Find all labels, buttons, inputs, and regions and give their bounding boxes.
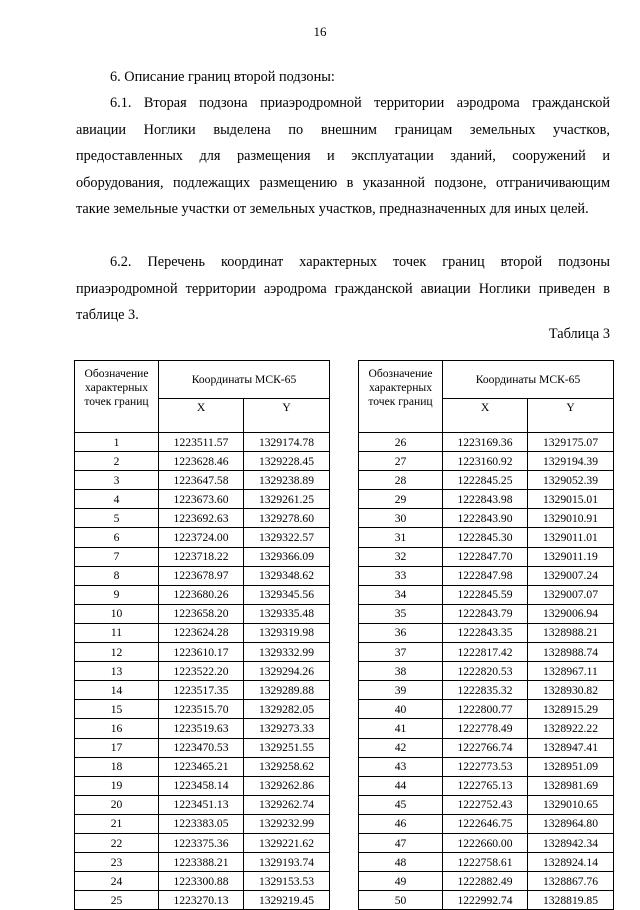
table-row [359,833,614,852]
point-number-cell: 33 [359,566,443,585]
y-coordinate-cell: 1329332.99 [244,643,330,662]
table-row [359,585,614,604]
point-number-cell: 42 [359,738,443,757]
coordinates-group-header: Координаты МСК-65 [159,361,330,399]
x-coordinate-cell: 1223169.36 [443,433,528,452]
y-coordinate-cell: 1329015.01 [528,490,614,509]
point-number-cell: 32 [359,547,443,566]
y-coordinate-cell: 1328988.74 [528,643,614,662]
y-coordinate-cell: 1329322.57 [244,528,330,547]
y-coordinate-cell: 1328867.76 [528,872,614,891]
y-coordinate-cell: 1328981.69 [528,776,614,795]
x-coordinate-cell: 1222773.53 [443,757,528,776]
y-coordinate-cell: 1329251.55 [244,738,330,757]
point-number-cell: 4 [75,490,159,509]
point-number-cell: 29 [359,490,443,509]
table-row [359,719,614,738]
table-row [359,814,614,833]
y-coordinate-cell: 1329261.25 [244,490,330,509]
point-number-cell: 31 [359,528,443,547]
point-number-cell: 46 [359,814,443,833]
table-row [359,662,614,681]
table-row [75,700,330,719]
x-coordinate-cell: 1222843.35 [443,623,528,642]
point-number-cell: 19 [75,776,159,795]
y-coordinate-cell: 1329007.24 [528,566,614,585]
y-coordinate-cell: 1329219.45 [244,891,330,910]
y-coordinate-cell: 1328988.21 [528,623,614,642]
point-number-cell: 25 [75,891,159,910]
y-coordinate-cell: 1329238.89 [244,471,330,490]
x-coordinate-cell: 1223658.20 [159,604,244,623]
point-number-cell: 21 [75,814,159,833]
x-coordinate-cell: 1222847.70 [443,547,528,566]
x-coordinate-cell: 1222843.79 [443,604,528,623]
x-coordinate-cell: 1223673.60 [159,490,244,509]
x-coordinate-cell: 1223300.88 [159,872,244,891]
x-coordinate-cell: 1222758.61 [443,853,528,872]
y-column-header: Y [528,399,614,433]
point-number-cell: 2 [75,452,159,471]
x-coordinate-cell: 1222882.49 [443,872,528,891]
table-row [75,509,330,528]
y-coordinate-cell: 1328942.34 [528,833,614,852]
point-number-cell: 14 [75,681,159,700]
y-coordinate-cell: 1329258.62 [244,757,330,776]
y-coordinate-cell: 1328967.11 [528,662,614,681]
y-coordinate-cell: 1329282.05 [244,700,330,719]
x-coordinate-cell: 1222843.90 [443,509,528,528]
x-coordinate-cell: 1222845.30 [443,528,528,547]
x-coordinate-cell: 1223724.00 [159,528,244,547]
x-coordinate-cell: 1223515.70 [159,700,244,719]
table-row [75,757,330,776]
point-number-cell: 3 [75,471,159,490]
y-coordinate-cell: 1329273.33 [244,719,330,738]
table-row [359,776,614,795]
point-number-cell: 38 [359,662,443,681]
y-coordinate-cell: 1328922.22 [528,719,614,738]
point-number-cell: 7 [75,547,159,566]
point-number-cell: 6 [75,528,159,547]
y-coordinate-cell: 1329335.48 [244,604,330,623]
y-coordinate-cell: 1329153.53 [244,872,330,891]
page-number: 16 [313,24,327,39]
table-row [75,566,330,585]
table-row [359,795,614,814]
point-number-cell: 1 [75,433,159,452]
y-coordinate-cell: 1329193.74 [244,853,330,872]
x-coordinate-cell: 1222820.53 [443,662,528,681]
table-row [359,566,614,585]
x-coordinate-cell: 1223458.14 [159,776,244,795]
point-number-cell: 16 [75,719,159,738]
y-coordinate-cell: 1328924.14 [528,853,614,872]
table-row [75,433,330,452]
table-row [359,452,614,471]
point-number-cell: 20 [75,795,159,814]
point-number-cell: 44 [359,776,443,795]
point-number-cell: 15 [75,700,159,719]
table-row [75,490,330,509]
y-coordinate-cell: 1328819.85 [528,891,614,910]
y-coordinate-cell: 1329010.91 [528,509,614,528]
point-number-cell: 18 [75,757,159,776]
table-row [75,891,330,910]
y-coordinate-cell: 1329319.98 [244,623,330,642]
x-coordinate-cell: 1223678.97 [159,566,244,585]
y-coordinate-cell: 1329228.45 [244,452,330,471]
y-coordinate-cell: 1329052.39 [528,471,614,490]
x-coordinate-cell: 1223519.63 [159,719,244,738]
point-number-cell: 5 [75,509,159,528]
table-row [75,623,330,642]
point-number-cell: 22 [75,833,159,852]
x-coordinate-cell: 1223383.05 [159,814,244,833]
table-row [75,795,330,814]
x-coordinate-cell: 1223470.53 [159,738,244,757]
table-row [75,452,330,471]
table-row [359,490,614,509]
table-row [359,433,614,452]
y-coordinate-cell: 1329289.88 [244,681,330,700]
x-coordinate-cell: 1223522.20 [159,662,244,681]
table-row [75,681,330,700]
table-row [359,700,614,719]
table-row [359,471,614,490]
point-number-cell: 12 [75,643,159,662]
table-body-right [359,433,614,910]
table-row [359,643,614,662]
point-number-cell: 50 [359,891,443,910]
table-row [359,738,614,757]
point-number-cell: 47 [359,833,443,852]
point-number-cell: 49 [359,872,443,891]
x-coordinate-cell: 1222646.75 [443,814,528,833]
table-row [75,738,330,757]
table-row [75,547,330,566]
point-number-cell: 39 [359,681,443,700]
y-coordinate-cell: 1329262.86 [244,776,330,795]
x-coordinate-cell: 1223270.13 [159,891,244,910]
table-row [359,547,614,566]
point-number-cell: 45 [359,795,443,814]
y-coordinate-cell: 1329010.65 [528,795,614,814]
point-number-cell: 24 [75,872,159,891]
x-coordinate-cell: 1222817.42 [443,643,528,662]
table-row [75,662,330,681]
point-number-cell: 9 [75,585,159,604]
x-coordinate-cell: 1222800.77 [443,700,528,719]
table-row [75,643,330,662]
table-row [359,509,614,528]
x-column-header: X [159,399,244,433]
x-coordinate-cell: 1223511.57 [159,433,244,452]
point-number-cell: 34 [359,585,443,604]
x-coordinate-cell: 1223451.13 [159,795,244,814]
point-number-cell: 48 [359,853,443,872]
x-coordinate-cell: 1222660.00 [443,833,528,852]
table-caption: Таблица 3 [548,326,610,342]
point-number-cell: 40 [359,700,443,719]
coordinates-table-left [74,360,330,910]
x-coordinate-cell: 1223647.58 [159,471,244,490]
point-number-cell: 35 [359,604,443,623]
point-number-cell: 10 [75,604,159,623]
point-label-header: Обозначение характерных точек границ [75,361,159,433]
table-row [359,623,614,642]
point-number-cell: 13 [75,662,159,681]
x-coordinate-cell: 1222765.13 [443,776,528,795]
y-coordinate-cell: 1328964.80 [528,814,614,833]
x-coordinate-cell: 1223375.36 [159,833,244,852]
y-coordinate-cell: 1328930.82 [528,681,614,700]
point-number-cell: 28 [359,471,443,490]
x-coordinate-cell: 1222847.98 [443,566,528,585]
point-number-cell: 36 [359,623,443,642]
paragraph-6-1: 6.1. Вторая подзона приаэродромной территории аэродрома гражданской авиации Ноглики выделена по внешним границам земельных участков, предоставленных для размещения и эксплуатации зданий, сооружений и оборудования, подлежащих размещению в указанной подзоне, отграничивающим такие земельные участки от земельных участков, предназначенных для иных целей. [76,95,610,217]
x-column-header: X [443,399,528,433]
table-row [75,471,330,490]
table-row [75,814,330,833]
point-number-cell: 26 [359,433,443,452]
x-coordinate-cell: 1222766.74 [443,738,528,757]
x-coordinate-cell: 1222835.32 [443,681,528,700]
x-coordinate-cell: 1222992.74 [443,891,528,910]
x-coordinate-cell: 1222843.98 [443,490,528,509]
x-coordinate-cell: 1223465.21 [159,757,244,776]
y-coordinate-cell: 1329175.07 [528,433,614,452]
table-row [75,604,330,623]
y-coordinate-cell: 1329262.74 [244,795,330,814]
y-coordinate-cell: 1329194.39 [528,452,614,471]
x-coordinate-cell: 1223680.26 [159,585,244,604]
table-row [359,853,614,872]
x-coordinate-cell: 1222845.25 [443,471,528,490]
x-coordinate-cell: 1223610.17 [159,643,244,662]
table-row [359,891,614,910]
table-row [75,585,330,604]
table-row [75,853,330,872]
x-coordinate-cell: 1222845.59 [443,585,528,604]
y-coordinate-cell: 1329006.94 [528,604,614,623]
table-row [359,528,614,547]
y-coordinate-cell: 1329348.62 [244,566,330,585]
point-number-cell: 30 [359,509,443,528]
point-number-cell: 43 [359,757,443,776]
x-coordinate-cell: 1223718.22 [159,547,244,566]
table-body-left [75,433,330,910]
y-coordinate-cell: 1329221.62 [244,833,330,852]
table-row [75,776,330,795]
y-coordinate-cell: 1329174.78 [244,433,330,452]
table-row [75,833,330,852]
table-row [359,757,614,776]
point-number-cell: 11 [75,623,159,642]
x-coordinate-cell: 1223624.28 [159,623,244,642]
y-coordinate-cell: 1328951.09 [528,757,614,776]
x-coordinate-cell: 1223388.21 [159,853,244,872]
table-row [75,872,330,891]
table-row [359,872,614,891]
y-coordinate-cell: 1329007.07 [528,585,614,604]
y-coordinate-cell: 1328947.41 [528,738,614,757]
y-coordinate-cell: 1329278.60 [244,509,330,528]
section-heading: 6. Описание границ второй подзоны: [110,69,335,85]
point-label-header: Обозначение характерных точек границ [359,361,443,433]
coordinates-group-header: Координаты МСК-65 [443,361,614,399]
point-number-cell: 41 [359,719,443,738]
point-number-cell: 8 [75,566,159,585]
x-coordinate-cell: 1223160.92 [443,452,528,471]
point-number-cell: 23 [75,853,159,872]
y-coordinate-cell: 1328915.29 [528,700,614,719]
x-coordinate-cell: 1223517.35 [159,681,244,700]
y-coordinate-cell: 1329366.09 [244,547,330,566]
table-row [359,681,614,700]
x-coordinate-cell: 1222752.43 [443,795,528,814]
y-coordinate-cell: 1329011.19 [528,547,614,566]
coordinates-table-right [358,360,614,910]
x-coordinate-cell: 1222778.49 [443,719,528,738]
x-coordinate-cell: 1223628.46 [159,452,244,471]
point-number-cell: 17 [75,738,159,757]
table-row [359,604,614,623]
point-number-cell: 37 [359,643,443,662]
table-row [75,528,330,547]
y-coordinate-cell: 1329345.56 [244,585,330,604]
paragraph-6-2: 6.2. Перечень координат характерных точек границ второй подзоны приаэродромной территории аэродрома гражданской авиации Ноглики приведен в таблице 3. [76,254,610,323]
y-coordinate-cell: 1329294.26 [244,662,330,681]
y-column-header: Y [244,399,330,433]
table-row [75,719,330,738]
point-number-cell: 27 [359,452,443,471]
y-coordinate-cell: 1329011.01 [528,528,614,547]
y-coordinate-cell: 1329232.99 [244,814,330,833]
x-coordinate-cell: 1223692.63 [159,509,244,528]
